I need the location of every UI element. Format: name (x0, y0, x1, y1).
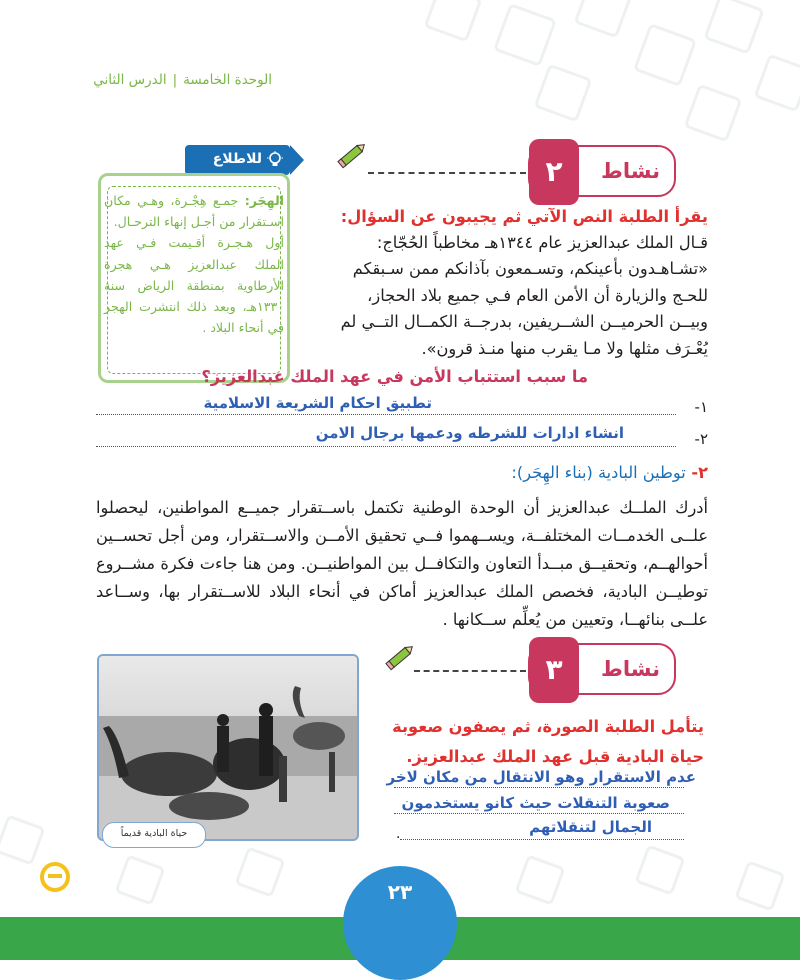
activity-label: نشاط (601, 657, 660, 681)
info-term: الهِجَر: (244, 193, 284, 208)
pencil-icon (334, 140, 370, 170)
activity-number: ٢ (529, 139, 579, 205)
paragraph-line: علــى الخدمــات المختلفــة، ويســهموا فــي تحقيق الأمــن والاســتقرار، ومن أجل تحســين (96, 526, 708, 545)
activity-3-question-line2: حياة البادية قبل عهد الملك عبدالعزيز. (406, 747, 704, 766)
section-2-heading (308, 460, 708, 487)
activity-2-badge (528, 145, 676, 197)
lesson-title: الدرس الثاني (93, 72, 167, 88)
answer-line (394, 787, 684, 788)
answer-line (96, 414, 676, 415)
quote-line: للحـج والزيارة أن الأمن العام فـي جميع بلاد الحجاز، (367, 285, 708, 305)
answer-line (400, 839, 684, 840)
dashed-separator (414, 670, 526, 672)
answer-handwritten[interactable]: انشاء ادارات للشرطه ودعمها برجال الامن (315, 424, 624, 442)
quote-line: يُعْـرَف مثلها ولا مـا يقرب منها منـذ قرون». (421, 338, 708, 358)
section-2-paragraph (96, 494, 708, 606)
answer-handwritten[interactable]: صعوبة التنقلات حيث كانو يستخدمون (401, 794, 670, 812)
activity-2-instruction: يقرأ الطلبة النص الآتي ثم يجيبون عن السؤال: (340, 207, 708, 226)
page-number: ٢٣ (387, 880, 413, 904)
answer-end-dot: . (396, 826, 401, 842)
unit-title: الوحدة الخامسة (183, 72, 272, 88)
answer-num: ١- (694, 398, 708, 416)
info-definition (104, 190, 284, 232)
bulb-icon (266, 151, 284, 169)
camel-scene-illustration (99, 656, 357, 839)
answer-handwritten[interactable]: الجمال لتنقلاتهم (529, 818, 652, 836)
activity-3-question-line1: يتأمل الطلبة الصورة، ثم يصفون صعوبة (392, 717, 704, 736)
desert-bedouin-photo (97, 654, 359, 841)
answer-num: ٢- (694, 430, 708, 448)
activity-number: ٣ (529, 637, 579, 703)
answer-handwritten[interactable]: تطبيق احكام الشريعة الاسلامية (203, 394, 432, 412)
quote-line: «تشـاهـدون بأعينكم، وتسـمعون بآذانكم ممن سـبقكم (352, 259, 708, 278)
info-tag-tail (290, 145, 304, 175)
paragraph-line: توطيــن البادية، فخصص الملك عبدالعزيز أماكن في أنحاء البلاد للاســتقرار بها، وســاعد (96, 582, 708, 601)
paragraph-line: أحوالهــم، وتحقيــق مبــدأ التعاون والتكافــل بين المواطنيــن. ومن هنا جاءت فكرة مشــروع (96, 554, 708, 573)
info-text (104, 190, 284, 338)
paragraph-line: أدرك الملــك عبدالعزيز أن الوحدة الوطنية تكتمل باســتقرار جميــع المواطنين، ليحصلوا (96, 498, 708, 517)
dashed-separator (368, 172, 526, 174)
answer-handwritten[interactable]: عدم الاستقرار وهو الانتقال من مكان لاخر (386, 768, 696, 786)
unit-lesson-header (93, 72, 272, 88)
activity-2-question: ما سبب استتباب الأمن في عهد الملك عبدالعزيز؟ (201, 367, 588, 386)
paragraph-line: علــى بنائهــا، وتعيين من يُعلِّم ســكانها . (442, 610, 708, 629)
publisher-logo-icon (40, 862, 70, 892)
quote-line: وبيــن الحرميــن الشــريفين، بدرجــة الكمــال التــي لم (340, 312, 708, 331)
answer-line (394, 813, 684, 814)
answer-line (96, 446, 676, 447)
photo-caption: حياة البادية قديماً (102, 822, 206, 848)
king-quote-intro: قـال الملك عبدالعزيز عام ١٣٤٤هـ مخاطباً الحُجّاج: (376, 233, 708, 252)
section-2-title: توطين البادية (بناء الهِجَر): (511, 463, 686, 482)
activity-3-badge (528, 643, 676, 695)
info-history: أول هـجـرة أقـيمت فـي عهد الملك عبدالعزيز هـي هجرة الأرطاوية بمنطقة الرياض سنة ١٣٣٠هـ، وبعد ذلك انتشرت الهجر في أنحاء البلاد . (104, 235, 284, 336)
king-quote (298, 256, 708, 362)
activity-label: نشاط (601, 159, 660, 183)
info-tag (185, 145, 290, 175)
info-tag-label: للاطلاع (212, 151, 262, 167)
pencil-icon (382, 642, 418, 672)
section-2-num: ٢- (685, 463, 708, 482)
info-definition-text: جمـع هِجْـرة، وهـي مكان اسـتقرار من أجـل إنهاء الترحـال. (104, 193, 284, 230)
header-separator: | (172, 72, 178, 88)
